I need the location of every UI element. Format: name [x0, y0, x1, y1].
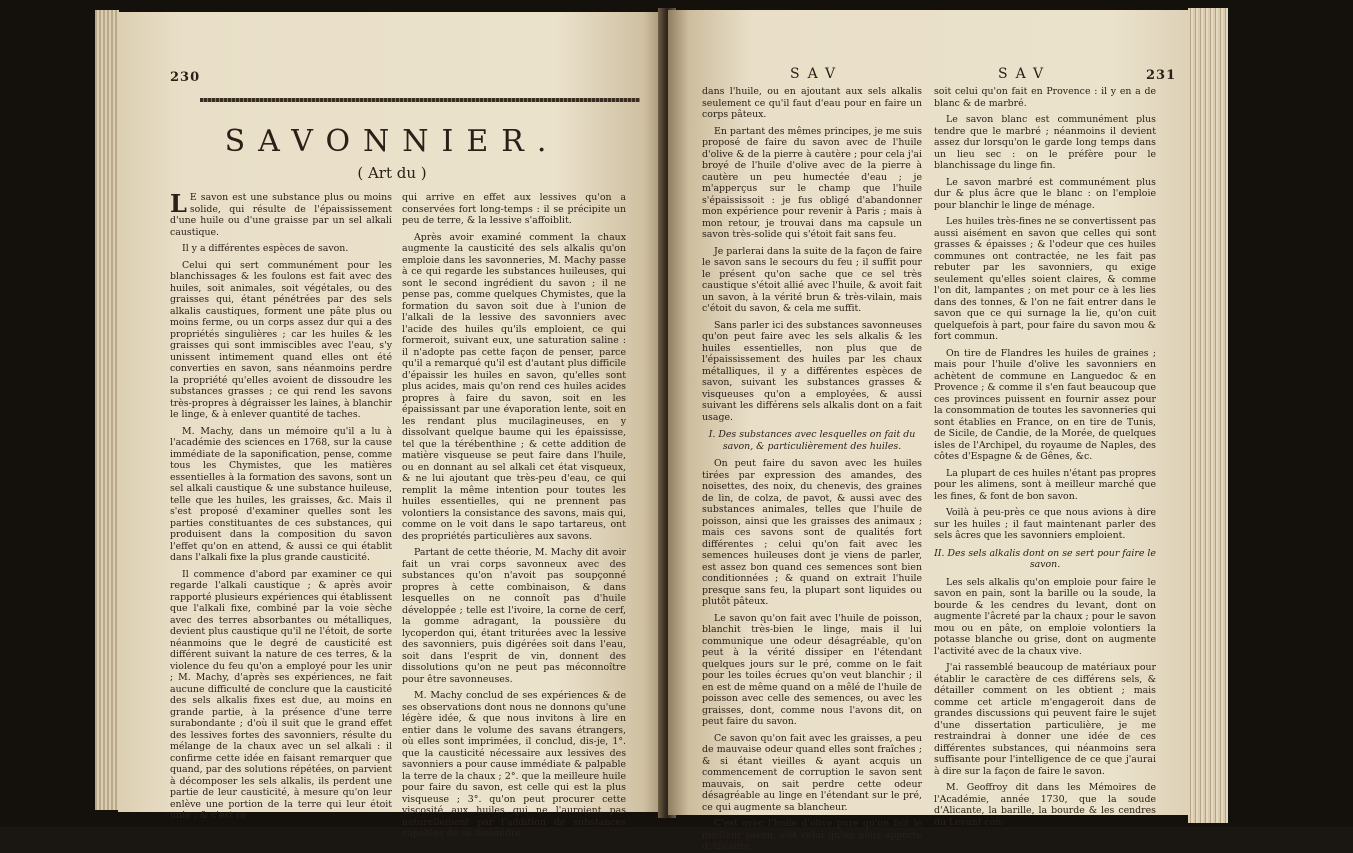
left-column-2 [402, 192, 626, 839]
paragraph: Les sels alkalis qu'on emploie pour faire le savon en pain, sont la barille ou la soude, la bourde & les cendres du levant, dont on augmente l'âcreté par la chaux ; pour le savon mou ou en pâte, on emploie volontiers la potasse blanche ou grise, dont on augmente l'activité avec de la chaux vive. [934, 576, 1156, 657]
paragraph: Le savon marbré est communément plus dur & plus âcre que le blanc : on l'emploie pour blanchir le linge de ménage. [934, 176, 1156, 211]
left-column-1 [170, 189, 392, 821]
right-page-number: 231 [1146, 68, 1177, 83]
paragraph: En partant des mêmes principes, je me suis proposé de faire du savon avec de l'huile d'olive & de la pierre à cautère ; pour cela j'ai broyé de l'huile d'olive avec de la pierre à cautère un peu humectée d'eau ; je m'apperçus sur le champ que l'huile s'épaississoit : je fus obligé d'abandonner mon expérience pour revenir à Paris ; mais à mon retour, je trouvai dans ma capsule un savon très-solide qui s'étoit fait sans feu. [702, 125, 922, 240]
paragraph: C'est avec l'huile d'olive pure qu'on fait le meilleur savon, soit celui qu'on nous apporte d'Alicante, [702, 818, 922, 852]
paragraph: Partant de cette théorie, M. Machy dit avoir fait un vrai corps savonneux avec des substances qu'on n'avoit pas soupçonné propres à cette combinaison, & dans lesquelles on ne connoît pas d'huile développée ; telle est l'ivoire, la corne de cerf, la gomme adragant, la poussière du lycoperdon qui, étant triturées avec la lessive des savonniers, puis digérées soit dans l'eau, soit dans l'esprit de vin, donnent des dissolutions qu'on ne peut pas méconnoître pour être savonneuses. [402, 547, 626, 685]
paragraph: M. Machy conclud de ses expériences & de ses observations dont nous ne donnons qu'une légère idée, & que nous invitons à lire en entier dans le volume des savans étrangers, où elles sont imprimées, il conclud, dis-je, 1°. que la causticité nécessaire aux lessives des savonniers a pour cause immédiate & palpable la terre de la chaux ; 2°. que la meilleure huile pour faire du savon, est celle qui est la plus visqueuse ; 3°. qu'on peut procurer cette viscosité aux huiles qui ne l'auroient pas naturellement par l'addition de substances capables de se dissoudre [402, 690, 626, 839]
paragraph: Celui qui sert communément pour les blanchissages & les foulons est fait avec des huiles, soit animales, soit végétales, ou des graisses qui, étant pénétrées par des sels alkalis caustiques, forment une pâte plus ou moins ferme, ou un corps assez dur qui a des propriétés singulières ; car les huiles & les graisses qui sont immiscibles avec l'eau, s'y unissent intimement quand elles ont été converties en savon, sans néanmoins perdre la propriété qu'elles avoient de dissoudre les substances grasses ; ce qui rend les savons très-propres à dégraisser les laines, à blanchir le linge, & à enlever quantité de taches. [170, 259, 392, 420]
paragraph: Il commence d'abord par examiner ce qui regarde l'alkali caustique ; & après avoir rapporté plusieurs expériences qui établissent que l'alkali fixe, combiné par la voie sèche avec des terres absorbantes ou métalliques, devient plus caustique qu'il ne l'étoit, de sorte néanmoins que le degré de causticité est différent suivant la nature de ces terres, & la violence du feu qu'on a employé pour les unir ; M. Machy, d'après ses expériences, ne fait aucune difficulté de conclure que la causticité des sels alkalis fixes est due, au moins en grande partie, à la présence d'une terre surabondante ; d'où il suit que le grand effet des lessives fortes des savonniers, résulte du mélange de la chaux avec un sel alkali : il confirme cette idée en faisant remarquer que quand, par des solutions répétées, on parvient à décomposer les sels alkalis, ils perdent une partie de leur causticité, à mesure qu'on leur enlève une portion de la terre qui leur étoit unie ; & c'est ce [170, 568, 392, 821]
paragraph: On tire de Flandres les huiles de graines ; mais pour l'huile d'olive les savonniers en achètent de commune en Languedoc & en Provence ; & comme il s'en faut beaucoup que ces provinces puissent en fournir assez pour la consommation de toutes les savonneries qui sont établies en France, on en tire de Tunis, de Sicile, de Candie, de la Morée, de quelques isles de l'Archipel, du royaume de Naples, des côtes d'Espagne & de Gênes, &c. [934, 347, 1156, 462]
decorative-rule [200, 98, 640, 102]
paragraph: Il y a différentes espèces de savon. [182, 243, 349, 254]
left-page-number: 230 [170, 70, 201, 85]
paragraph: J'ai rassemblé beaucoup de matériaux pour établir le caractère de ces différens sels, & détailler comment on les obtient ; mais comme cet article m'engageroit dans de grandes discussions qui peuvent faire le sujet d'une dissertation particulière, je me restraindrai à donner une idée de ces différentes substances, qui néanmoins sera suffisante pour l'intelligence de ce que j'aurai à dire sur la façon de faire le savon. [934, 662, 1156, 777]
paragraph: La plupart de ces huiles n'étant pas propres pour les alimens, sont à meilleur marché que les fines, & font de bon savon. [934, 467, 1156, 502]
paragraph: M. Machy, dans un mémoire qu'il a lu à l'académie des sciences en 1768, sur la cause immédiate de la saponification, pense, comme tous les Chymistes, que les matières essentielles à la formation des savons, sont un sel alkali caustique & une substance huileuse, telle que les huiles, les graisses, &c. Mais il s'est proposé d'examiner quelles sont les parties constituantes de ces substances, qui produisent dans la composition du savon l'effet qu'on en attend, & aussi ce qui établit dans l'alkali fixe la plus grande causticité. [170, 425, 392, 563]
running-head-right: SAV [998, 66, 1052, 82]
paragraph: Je parlerai dans la suite de la façon de faire le savon sans le secours du feu ; il suffit pour le présent qu'on sache que ce sel très caustique s'étoit allié avec l'huile, & avoit fait un savon, à la vérité brun & très-vilain, mais c'étoit du savon, & cela me suffit. [702, 245, 922, 314]
paragraph: M. Geoffroy dit dans les Mémoires de l'Académie, année 1730, que la soude d'Alicante, la barille, la bourde & les cendres du Levant con- [934, 782, 1156, 828]
right-column-1 [702, 86, 922, 852]
paragraph: Sans parler ici des substances savonneuses qu'on peut faire avec les sels alkalis & les huiles essentielles, non plus que de l'épaississement des huiles par les chaux métalliques, il y a différentes espèces de savon, suivant les substances grasses & visqueuses qu'on a employées, & aussi suivant les différens sels alkalis dont on a fait usage. [702, 319, 922, 423]
article-title: SAVONNIER. [224, 124, 560, 159]
paragraph: Voilà à peu-près ce que nous avions à dire sur les huiles ; il faut maintenant parler des sels âcres que les savonniers emploient. [934, 507, 1156, 541]
section-heading: I. Des substances avec lesquelles on fait du savon, & particulièrement des huiles. [708, 429, 916, 452]
paragraph: Après avoir examiné comment la chaux augmente la causticité des sels alkalis qu'on emploie dans les savonneries, M. Machy passe à ce qui regarde les substances huileuses, qui sont le second ingrédient du savon ; il ne pense pas, comme quelques Chymistes, que la formation du savon soit due à l'union de l'alkali de la lessive des savonniers avec l'acide des huiles qu'ils emploient, ce qui formeroit, suivant eux, une saturation saline : il n'adopte pas cette façon de penser, parce qu'il a remarqué qu'il est d'autant plus difficile d'épaissir les huiles en savon, qu'elles sont plus acides, mais qu'on rend ces huiles acides propres à faire du savon, soit en les épaississant par une évaporation lente, soit en les rendant plus mucilagineuses, en y dissolvant quelque baume qui les épaississe, tel que la térébenthine ; & cette addition de matière visqueuse se peut faire dans l'huile, ou en donnant au sel alkali cet état visqueux, & ne lui ajoutant que très-peu d'eau, ce qui remplit la même intention pour toutes les huiles essentielles, qui ne prennent pas volontiers la consistance des savons, mais qui, comme on le voit dans le sapo tartareus, ont des propriétés particulières aux savons. [402, 231, 626, 542]
right-column-2 [934, 86, 1156, 828]
paragraph: Le savon blanc est communément plus tendre que le marbré ; néanmoins il devient assez dur lorsqu'on le garde long temps dans un lieu sec : on le préfère pour le blanchissage du linge fin. [934, 114, 1156, 171]
left-page-stack-edge [95, 10, 119, 810]
section-heading: II. Des sels alkalis dont on se sert pour faire le savon. [934, 547, 1156, 570]
paragraph: E savon est une substance plus ou moins solide, qui résulte de l'épaississement d'une huile ou d'une graisse par un sel alkali caustique. [170, 192, 392, 238]
paragraph: qui arrive en effet aux lessives qu'on a conservées fort long-temps : il se précipite un peu de terre, & la lessive s'affoiblit. [402, 192, 626, 226]
left-page [118, 12, 666, 839]
paragraph: On peut faire du savon avec les huiles tirées par expression des amandes, des noisettes, des noix, du chenevis, des graines de lin, de colza, de pavot, & aussi avec des substances animales, telles que l'huile de poisson, ainsi que les graisses des animaux ; mais ces savons sont de qualités fort différentes ; celui qu'on fait avec les semences huileuses dont je viens de parler, est assez bon quand ces semences sont bien conditionnées ; & quand on extrait l'huile presque sans feu, la plupart sont liquides ou plutôt pâteux. [702, 458, 922, 607]
right-page [668, 10, 1190, 852]
paragraph: Les huiles très-fines ne se convertissent pas aussi aisément en savon que celles qui sont grasses & épaisses ; & l'odeur que ces huiles communes ont contractée, ne les fait pas rebuter par les savonniers, qu exige seulement qu'elles soient claires, & comme l'on dit, lampantes ; on met pour ce à les lies dans des tonnes, & l'on ne fait entrer dans le savon que ce qui surnage la lie, qu'on cuit quelquefois à part, pour faire du savon mou & fort commun. [934, 216, 1156, 342]
paragraph: dans l'huile, ou en ajoutant aux sels alkalis seulement ce qu'il faut d'eau pour en faire un corps pâteux. [702, 86, 922, 120]
paragraph: Ce savon qu'on fait avec les graisses, a peu de mauvaise odeur quand elles sont fraîches ; & si étant vieilles & ayant acquis un commencement de corruption le savon sent mauvais, on sait perdre cette odeur désagréable au linge en l'étendant sur le pré, ce qui augmente sa blancheur. [702, 732, 922, 813]
paragraph: soit celui qu'on fait en Provence : il y en a de blanc & de marbré. [934, 86, 1156, 109]
paragraph: Le savon qu'on fait avec l'huile de poisson, blanchit très-bien le linge, mais il lui communique une odeur désagréable, qu'on peut à la vérité dissiper en l'étendant quelques jours sur le pré, comme on le fait pour les toiles écrues qu'on veut blanchir ; il en est de même quand on a mêlé de l'huile de poisson avec celle des semences, ou avec les graisses, dont, comme nous l'avons dit, on peut faire du savon. [702, 612, 922, 727]
article-subtitle: ( Art du ) [357, 164, 427, 182]
right-page-stack-edge [1188, 8, 1228, 823]
running-head-left: SAV [790, 66, 844, 82]
drop-cap: L [170, 189, 187, 218]
